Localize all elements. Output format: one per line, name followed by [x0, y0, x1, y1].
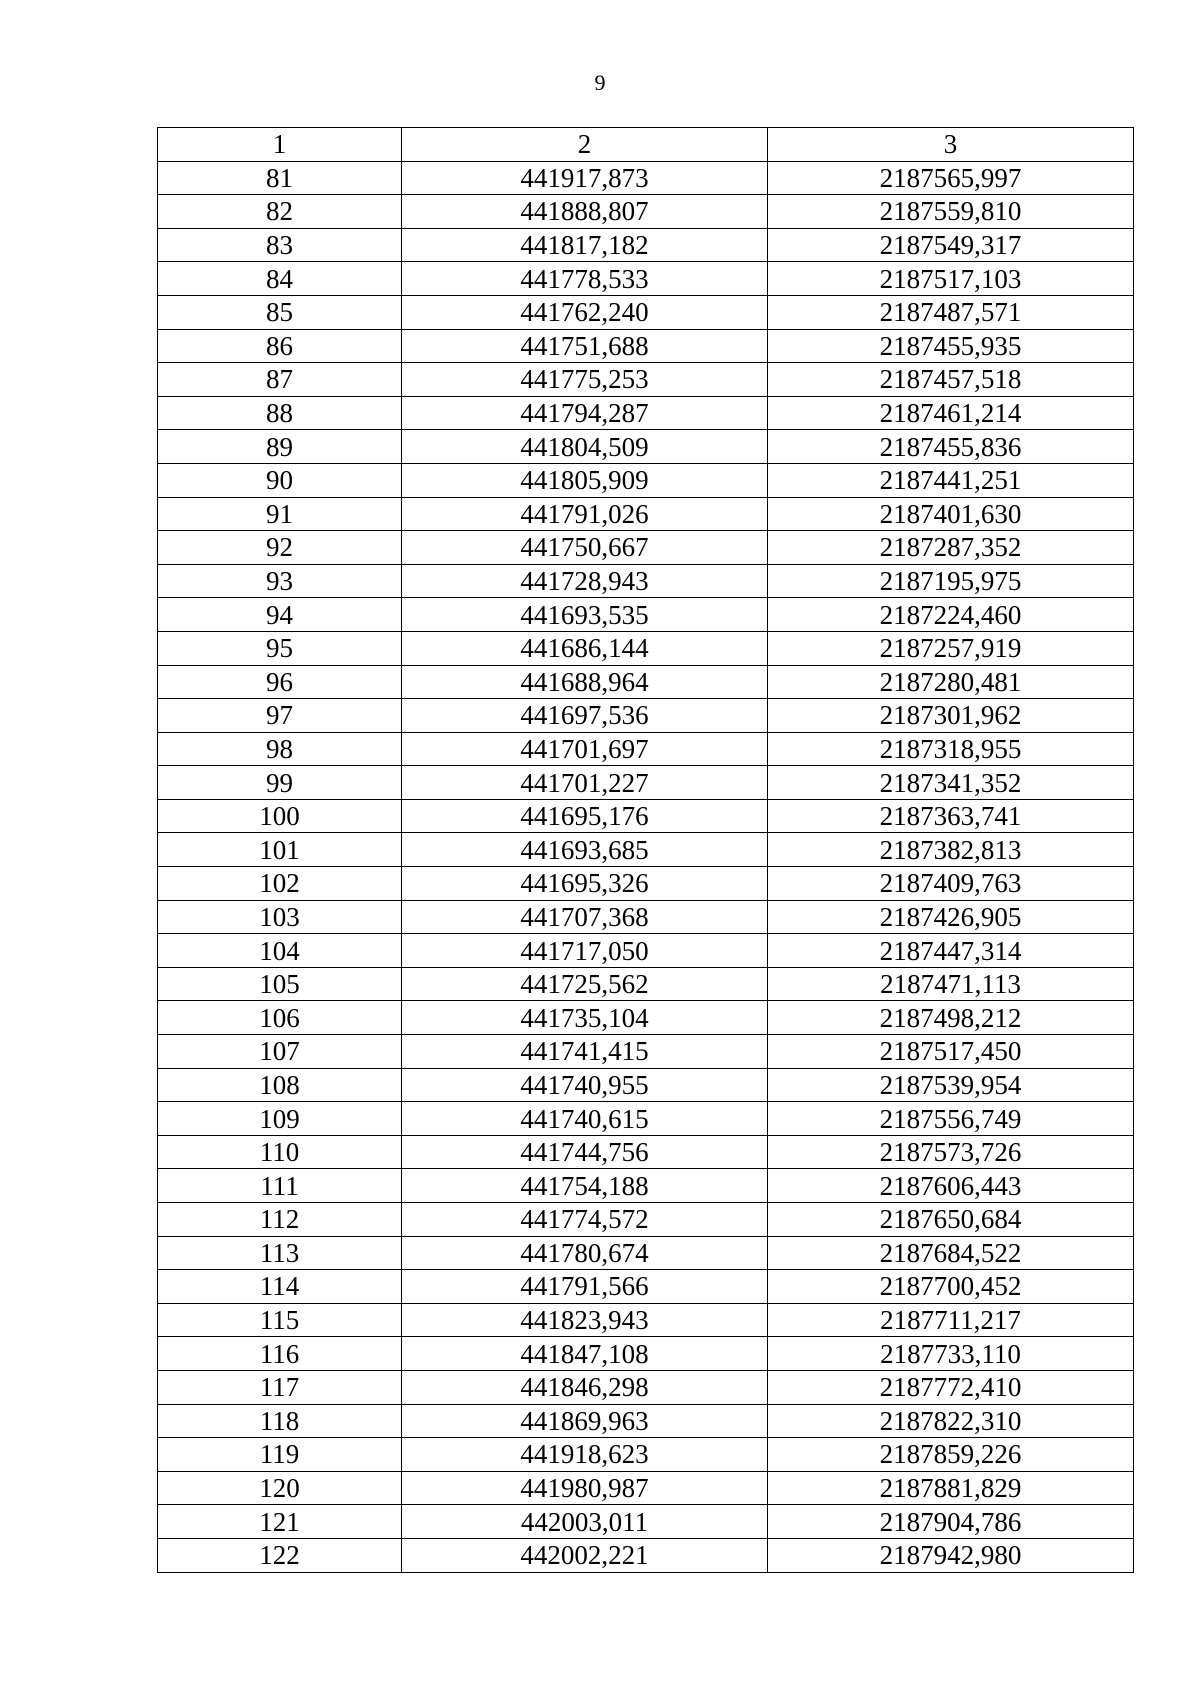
table-row	[158, 1270, 1134, 1304]
x-coordinate-cell: 441791,026	[402, 497, 768, 531]
table-row	[158, 531, 1134, 565]
x-coordinate-cell: 441695,176	[402, 799, 768, 833]
point-number-cell: 112	[158, 1203, 402, 1237]
table-row	[158, 228, 1134, 262]
table-row	[158, 967, 1134, 1001]
x-coordinate-cell: 441754,188	[402, 1169, 768, 1203]
table-header-row	[158, 128, 1134, 162]
point-number-cell: 103	[158, 900, 402, 934]
x-coordinate-cell: 441725,562	[402, 967, 768, 1001]
coordinates-table	[157, 127, 1134, 1573]
x-coordinate-cell: 441740,955	[402, 1068, 768, 1102]
y-coordinate-cell: 2187401,630	[768, 497, 1134, 531]
point-number-cell: 104	[158, 934, 402, 968]
table-row	[158, 598, 1134, 632]
y-coordinate-cell: 2187684,522	[768, 1236, 1134, 1270]
y-coordinate-cell: 2187549,317	[768, 228, 1134, 262]
point-number-cell: 81	[158, 161, 402, 195]
y-coordinate-cell: 2187822,310	[768, 1404, 1134, 1438]
x-coordinate-cell: 441775,253	[402, 363, 768, 397]
point-number-cell: 113	[158, 1236, 402, 1270]
table-row	[158, 195, 1134, 229]
x-coordinate-cell: 441728,943	[402, 564, 768, 598]
table-row	[158, 1505, 1134, 1539]
point-number-cell: 109	[158, 1102, 402, 1136]
point-number-cell: 82	[158, 195, 402, 229]
x-coordinate-cell: 441750,667	[402, 531, 768, 565]
x-coordinate-cell: 441688,964	[402, 665, 768, 699]
point-number-cell: 119	[158, 1438, 402, 1472]
y-coordinate-cell: 2187257,919	[768, 631, 1134, 665]
x-coordinate-cell: 441791,566	[402, 1270, 768, 1304]
table-row	[158, 833, 1134, 867]
point-number-cell: 95	[158, 631, 402, 665]
point-number-cell: 111	[158, 1169, 402, 1203]
x-coordinate-cell: 441735,104	[402, 1001, 768, 1035]
y-coordinate-cell: 2187441,251	[768, 463, 1134, 497]
point-number-cell: 83	[158, 228, 402, 262]
table-row	[158, 631, 1134, 665]
header-cell-3: 3	[768, 128, 1134, 162]
table-row	[158, 1102, 1134, 1136]
y-coordinate-cell: 2187650,684	[768, 1203, 1134, 1237]
table-row	[158, 699, 1134, 733]
x-coordinate-cell: 441701,697	[402, 732, 768, 766]
table-row	[158, 497, 1134, 531]
x-coordinate-cell: 441888,807	[402, 195, 768, 229]
x-coordinate-cell: 441762,240	[402, 295, 768, 329]
x-coordinate-cell: 441740,615	[402, 1102, 768, 1136]
table-row	[158, 732, 1134, 766]
y-coordinate-cell: 2187461,214	[768, 396, 1134, 430]
y-coordinate-cell: 2187772,410	[768, 1370, 1134, 1404]
table-row	[158, 329, 1134, 363]
y-coordinate-cell: 2187711,217	[768, 1303, 1134, 1337]
point-number-cell: 84	[158, 262, 402, 296]
table-row	[158, 1203, 1134, 1237]
x-coordinate-cell: 441693,685	[402, 833, 768, 867]
table-row	[158, 766, 1134, 800]
point-number-cell: 99	[158, 766, 402, 800]
y-coordinate-cell: 2187426,905	[768, 900, 1134, 934]
point-number-cell: 110	[158, 1135, 402, 1169]
y-coordinate-cell: 2187733,110	[768, 1337, 1134, 1371]
x-coordinate-cell: 441695,326	[402, 867, 768, 901]
point-number-cell: 102	[158, 867, 402, 901]
point-number-cell: 92	[158, 531, 402, 565]
table-body	[158, 128, 1134, 1573]
x-coordinate-cell: 442002,221	[402, 1538, 768, 1572]
point-number-cell: 91	[158, 497, 402, 531]
point-number-cell: 116	[158, 1337, 402, 1371]
table-row	[158, 262, 1134, 296]
point-number-cell: 115	[158, 1303, 402, 1337]
table-row	[158, 430, 1134, 464]
y-coordinate-cell: 2187859,226	[768, 1438, 1134, 1472]
y-coordinate-cell: 2187517,103	[768, 262, 1134, 296]
table-row	[158, 1001, 1134, 1035]
y-coordinate-cell: 2187881,829	[768, 1471, 1134, 1505]
x-coordinate-cell: 441846,298	[402, 1370, 768, 1404]
table-row	[158, 295, 1134, 329]
y-coordinate-cell: 2187455,935	[768, 329, 1134, 363]
table-row	[158, 934, 1134, 968]
x-coordinate-cell: 441744,756	[402, 1135, 768, 1169]
table-row	[158, 1538, 1134, 1572]
point-number-cell: 100	[158, 799, 402, 833]
x-coordinate-cell: 441805,909	[402, 463, 768, 497]
x-coordinate-cell: 441817,182	[402, 228, 768, 262]
y-coordinate-cell: 2187573,726	[768, 1135, 1134, 1169]
header-cell-1: 1	[158, 128, 402, 162]
y-coordinate-cell: 2187455,836	[768, 430, 1134, 464]
x-coordinate-cell: 441741,415	[402, 1035, 768, 1069]
x-coordinate-cell: 441823,943	[402, 1303, 768, 1337]
point-number-cell: 88	[158, 396, 402, 430]
point-number-cell: 121	[158, 1505, 402, 1539]
point-number-cell: 106	[158, 1001, 402, 1035]
table-row	[158, 161, 1134, 195]
y-coordinate-cell: 2187517,450	[768, 1035, 1134, 1069]
table-row	[158, 1135, 1134, 1169]
table-row	[158, 363, 1134, 397]
x-coordinate-cell: 441774,572	[402, 1203, 768, 1237]
y-coordinate-cell: 2187280,481	[768, 665, 1134, 699]
table-row	[158, 1303, 1134, 1337]
y-coordinate-cell: 2187904,786	[768, 1505, 1134, 1539]
y-coordinate-cell: 2187363,741	[768, 799, 1134, 833]
y-coordinate-cell: 2187301,962	[768, 699, 1134, 733]
y-coordinate-cell: 2187539,954	[768, 1068, 1134, 1102]
table-row	[158, 564, 1134, 598]
y-coordinate-cell: 2187565,997	[768, 161, 1134, 195]
point-number-cell: 108	[158, 1068, 402, 1102]
table-row	[158, 1404, 1134, 1438]
x-coordinate-cell: 441707,368	[402, 900, 768, 934]
point-number-cell: 120	[158, 1471, 402, 1505]
table-row	[158, 1169, 1134, 1203]
x-coordinate-cell: 441778,533	[402, 262, 768, 296]
y-coordinate-cell: 2187457,518	[768, 363, 1134, 397]
x-coordinate-cell: 441717,050	[402, 934, 768, 968]
table-row	[158, 1236, 1134, 1270]
y-coordinate-cell: 2187498,212	[768, 1001, 1134, 1035]
point-number-cell: 107	[158, 1035, 402, 1069]
table-row	[158, 1337, 1134, 1371]
table-row	[158, 1035, 1134, 1069]
page-number: 9	[594, 70, 606, 95]
table-row	[158, 1370, 1134, 1404]
y-coordinate-cell: 2187471,113	[768, 967, 1134, 1001]
table-row	[158, 1471, 1134, 1505]
x-coordinate-cell: 441686,144	[402, 631, 768, 665]
y-coordinate-cell: 2187606,443	[768, 1169, 1134, 1203]
point-number-cell: 105	[158, 967, 402, 1001]
table-row	[158, 396, 1134, 430]
x-coordinate-cell: 441693,535	[402, 598, 768, 632]
x-coordinate-cell: 441804,509	[402, 430, 768, 464]
x-coordinate-cell: 441980,987	[402, 1471, 768, 1505]
point-number-cell: 101	[158, 833, 402, 867]
point-number-cell: 89	[158, 430, 402, 464]
y-coordinate-cell: 2187224,460	[768, 598, 1134, 632]
x-coordinate-cell: 441701,227	[402, 766, 768, 800]
header-cell-2: 2	[402, 128, 768, 162]
table-row	[158, 463, 1134, 497]
x-coordinate-cell: 441794,287	[402, 396, 768, 430]
point-number-cell: 90	[158, 463, 402, 497]
point-number-cell: 93	[158, 564, 402, 598]
y-coordinate-cell: 2187700,452	[768, 1270, 1134, 1304]
y-coordinate-cell: 2187942,980	[768, 1538, 1134, 1572]
y-coordinate-cell: 2187341,352	[768, 766, 1134, 800]
point-number-cell: 94	[158, 598, 402, 632]
table-row	[158, 1438, 1134, 1472]
point-number-cell: 114	[158, 1270, 402, 1304]
point-number-cell: 85	[158, 295, 402, 329]
table-row	[158, 867, 1134, 901]
point-number-cell: 86	[158, 329, 402, 363]
y-coordinate-cell: 2187382,813	[768, 833, 1134, 867]
x-coordinate-cell: 441697,536	[402, 699, 768, 733]
x-coordinate-cell: 441780,674	[402, 1236, 768, 1270]
point-number-cell: 97	[158, 699, 402, 733]
y-coordinate-cell: 2187318,955	[768, 732, 1134, 766]
y-coordinate-cell: 2187409,763	[768, 867, 1134, 901]
x-coordinate-cell: 441869,963	[402, 1404, 768, 1438]
y-coordinate-cell: 2187487,571	[768, 295, 1134, 329]
x-coordinate-cell: 441751,688	[402, 329, 768, 363]
y-coordinate-cell: 2187287,352	[768, 531, 1134, 565]
point-number-cell: 118	[158, 1404, 402, 1438]
y-coordinate-cell: 2187559,810	[768, 195, 1134, 229]
table-row	[158, 1068, 1134, 1102]
point-number-cell: 122	[158, 1538, 402, 1572]
table-row	[158, 799, 1134, 833]
point-number-cell: 117	[158, 1370, 402, 1404]
y-coordinate-cell: 2187447,314	[768, 934, 1134, 968]
point-number-cell: 98	[158, 732, 402, 766]
x-coordinate-cell: 441918,623	[402, 1438, 768, 1472]
x-coordinate-cell: 441847,108	[402, 1337, 768, 1371]
x-coordinate-cell: 441917,873	[402, 161, 768, 195]
x-coordinate-cell: 442003,011	[402, 1505, 768, 1539]
point-number-cell: 96	[158, 665, 402, 699]
y-coordinate-cell: 2187556,749	[768, 1102, 1134, 1136]
point-number-cell: 87	[158, 363, 402, 397]
table-row	[158, 665, 1134, 699]
y-coordinate-cell: 2187195,975	[768, 564, 1134, 598]
table-row	[158, 900, 1134, 934]
